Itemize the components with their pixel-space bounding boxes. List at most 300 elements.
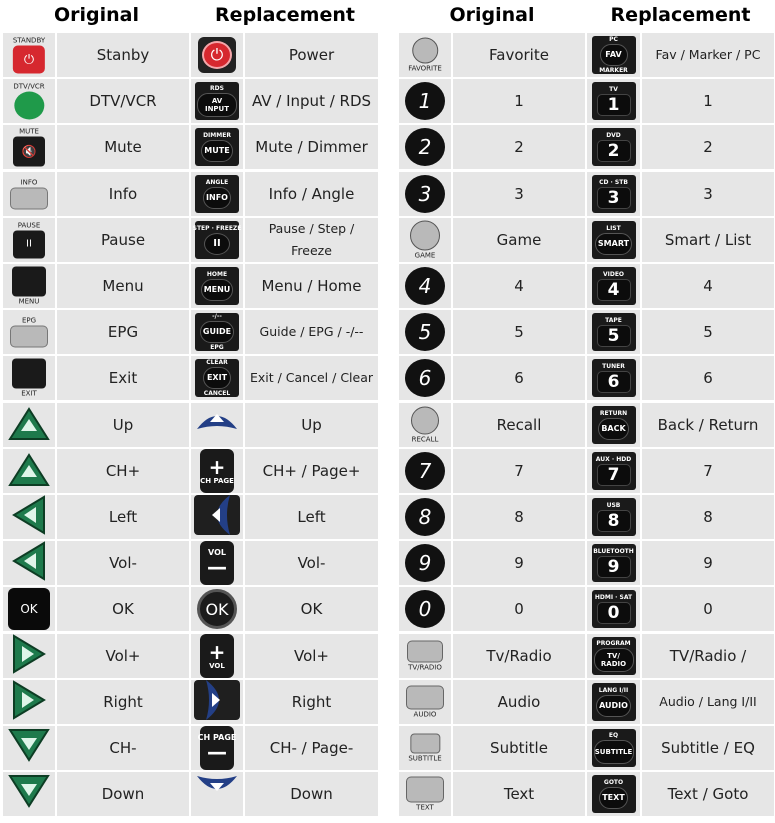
button-top-label: LIST bbox=[606, 224, 621, 232]
digit-2-dvd-button-icon bbox=[592, 128, 636, 166]
ok-face: OK bbox=[197, 589, 237, 629]
audio-button-icon bbox=[406, 685, 444, 718]
button-top-label: DIMMER bbox=[203, 132, 231, 140]
button-caption: GAME bbox=[414, 251, 436, 260]
table-row bbox=[3, 726, 378, 770]
button-bottom-label: VOL bbox=[209, 661, 225, 670]
ok-face: OK bbox=[8, 588, 50, 630]
button-caption: PAUSE bbox=[17, 221, 41, 230]
down-arrow-blue-icon bbox=[194, 772, 240, 816]
repl-icon-cell bbox=[191, 587, 243, 631]
button-top-label: LANG I/II bbox=[598, 686, 629, 694]
repl-text-cell: Menu / Home bbox=[245, 264, 378, 308]
repl-icon-cell bbox=[191, 772, 243, 816]
button-face: MENU bbox=[201, 279, 234, 301]
orig-text-cell: CH+ bbox=[57, 449, 189, 493]
button-face: ⏻ bbox=[13, 46, 45, 74]
repl-icon-cell bbox=[191, 172, 243, 216]
orig-icon-cell bbox=[399, 356, 451, 400]
table-row bbox=[3, 680, 378, 724]
down-arrow-icon bbox=[6, 772, 52, 816]
table-row bbox=[3, 495, 378, 539]
table-row bbox=[399, 726, 774, 770]
orig-icon-cell bbox=[399, 726, 451, 770]
button-face bbox=[410, 734, 440, 754]
repl-icon-cell bbox=[191, 680, 243, 724]
orig-icon-cell bbox=[3, 172, 55, 216]
mute-button-icon bbox=[13, 128, 45, 167]
repl-text-cell: 0 bbox=[642, 587, 774, 631]
digit-4-video-button-icon bbox=[592, 267, 636, 305]
digit-5-tape-button-icon bbox=[592, 313, 636, 351]
repl-text-cell: AV / Input / RDS bbox=[245, 79, 378, 123]
button-face bbox=[14, 92, 44, 120]
repl-icon-cell bbox=[587, 218, 640, 262]
orig-icon-cell bbox=[399, 403, 451, 447]
repl-icon-cell bbox=[587, 33, 640, 77]
orig-icon-cell bbox=[399, 125, 451, 169]
table-row bbox=[399, 541, 774, 585]
button-top-label: HDMI · SAT bbox=[594, 594, 633, 602]
orig-text-cell: 5 bbox=[453, 310, 585, 354]
orig-icon-cell bbox=[399, 218, 451, 262]
repl-icon-cell bbox=[191, 634, 243, 678]
button-face bbox=[10, 326, 48, 348]
orig-text-cell: Right bbox=[57, 680, 189, 724]
info-button-icon bbox=[10, 178, 48, 209]
replacement-button-body bbox=[592, 313, 636, 351]
digit-face: 8 bbox=[405, 498, 445, 536]
orig-text-cell: Subtitle bbox=[453, 726, 585, 770]
button-caption: INFO bbox=[20, 178, 38, 187]
button-caption: AUDIO bbox=[413, 710, 437, 719]
table-row bbox=[3, 79, 378, 123]
repl-icon-cell bbox=[587, 172, 640, 216]
button-top-label: DVD bbox=[606, 132, 621, 140]
button-face: — bbox=[207, 740, 227, 764]
orig-icon-cell bbox=[3, 33, 55, 77]
repl-text-cell: 1 bbox=[642, 79, 774, 123]
ok-button-icon bbox=[8, 588, 50, 630]
repl-icon-cell bbox=[191, 403, 243, 447]
vol-minus-button-icon bbox=[200, 541, 234, 585]
button-face: 3 bbox=[597, 187, 631, 209]
repl-text-cell: Back / Return bbox=[642, 403, 774, 447]
repl-icon-cell bbox=[191, 33, 243, 77]
orig-text-cell: Vol- bbox=[57, 541, 189, 585]
repl-text-cell: Mute / Dimmer bbox=[245, 125, 378, 169]
menu-home-button-icon bbox=[195, 267, 239, 305]
digit-3-cd-stb-button-icon bbox=[592, 175, 636, 213]
table-row bbox=[3, 264, 378, 308]
left-arrow-icon bbox=[6, 495, 52, 539]
button-face: AV INPUT bbox=[197, 93, 237, 117]
replacement-button-body bbox=[592, 498, 636, 536]
button-caption: MUTE bbox=[19, 127, 39, 136]
orig-icon-cell bbox=[3, 264, 55, 308]
orig-text-cell: CH- bbox=[57, 726, 189, 770]
orig-text-cell: Mute bbox=[57, 125, 189, 169]
digit-1-tv-button-icon bbox=[592, 82, 636, 120]
button-top-label: VOL bbox=[208, 548, 226, 558]
repl-icon-cell bbox=[191, 356, 243, 400]
ok-round-button-icon bbox=[197, 589, 237, 629]
repl-text-cell: Audio / Lang I/II bbox=[642, 680, 774, 724]
orig-icon-cell bbox=[399, 172, 451, 216]
orig-text-cell: Up bbox=[57, 403, 189, 447]
button-face: 7 bbox=[597, 464, 631, 486]
vol-plus-button-icon bbox=[200, 634, 234, 678]
button-face bbox=[412, 38, 438, 64]
button-face: 🔇 bbox=[13, 137, 45, 167]
button-caption: RECALL bbox=[411, 435, 439, 444]
digit-8-usb-button-icon bbox=[592, 498, 636, 536]
repl-text-cell: 8 bbox=[642, 495, 774, 539]
digit-8-button-icon bbox=[405, 498, 445, 536]
button-face: GUIDE bbox=[200, 321, 234, 343]
button-face: FAV bbox=[600, 44, 628, 66]
button-top-label: -/-- bbox=[212, 313, 222, 321]
digit-7-aux-hdd-button-icon bbox=[592, 452, 636, 490]
digit-face: 1 bbox=[405, 82, 445, 120]
orig-icon-cell bbox=[399, 587, 451, 631]
up-arrow-icon bbox=[6, 403, 52, 447]
orig-text-cell: Game bbox=[453, 218, 585, 262]
button-face bbox=[407, 640, 443, 662]
ch-minus-button-icon bbox=[197, 726, 237, 770]
replacement-button-body bbox=[592, 683, 636, 721]
epg-button-icon bbox=[10, 317, 48, 348]
orig-icon-cell bbox=[399, 634, 451, 678]
repl-icon-cell bbox=[191, 264, 243, 308]
replacement-button-body bbox=[195, 128, 239, 166]
repl-text-cell: Down bbox=[245, 772, 378, 816]
button-caption: DTV/VCR bbox=[13, 82, 45, 91]
repl-icon-cell bbox=[587, 310, 640, 354]
back-return-button-icon bbox=[592, 406, 636, 444]
repl-icon-cell bbox=[587, 680, 640, 724]
audio-lang-button-icon bbox=[592, 683, 636, 721]
repl-icon-cell bbox=[587, 403, 640, 447]
standby-button-icon bbox=[13, 37, 45, 74]
button-face bbox=[12, 359, 46, 389]
exit-cancel-button-icon bbox=[195, 359, 239, 397]
digit-face: 6 bbox=[405, 359, 445, 397]
button-face: 6 bbox=[597, 371, 631, 393]
button-top-label: RDS bbox=[210, 85, 224, 93]
replacement-button-body bbox=[192, 221, 242, 259]
repl-text-cell: 6 bbox=[642, 356, 774, 400]
info-angle-button-icon bbox=[195, 175, 239, 213]
replacement-button-body bbox=[195, 313, 239, 351]
button-top-label: VIDEO bbox=[602, 271, 625, 278]
button-caption: FAVORITE bbox=[408, 64, 442, 73]
orig-icon-cell bbox=[399, 680, 451, 724]
table-row bbox=[399, 680, 774, 724]
repl-icon-cell bbox=[191, 541, 243, 585]
repl-icon-cell bbox=[587, 125, 640, 169]
orig-text-cell: OK bbox=[57, 587, 189, 631]
button-caption: TV/RADIO bbox=[408, 663, 442, 672]
repl-text-cell: 4 bbox=[642, 264, 774, 308]
dtv-vcr-button-icon bbox=[13, 83, 44, 120]
orig-icon-cell bbox=[3, 495, 55, 539]
repl-icon-cell bbox=[191, 218, 243, 262]
button-face: 5 bbox=[597, 325, 631, 347]
orig-text-cell: 6 bbox=[453, 356, 585, 400]
pause-button-icon bbox=[13, 221, 45, 258]
header-original-left: Original bbox=[53, 4, 139, 26]
replacement-button-body bbox=[592, 406, 636, 444]
button-face: BACK bbox=[598, 418, 628, 440]
orig-text-cell: 8 bbox=[453, 495, 585, 539]
button-face: AUDIO bbox=[596, 695, 631, 717]
replacement-button-body bbox=[592, 267, 636, 305]
replacement-button-body bbox=[592, 775, 636, 813]
repl-text-cell: 3 bbox=[642, 172, 774, 216]
table-row bbox=[399, 587, 774, 631]
table-row bbox=[399, 495, 774, 539]
orig-text-cell: 1 bbox=[453, 79, 585, 123]
button-face: TEXT bbox=[599, 787, 628, 809]
repl-icon-cell bbox=[587, 541, 640, 585]
text-button-icon bbox=[406, 777, 444, 812]
orig-icon-cell bbox=[3, 79, 55, 123]
button-face: SMART bbox=[595, 233, 632, 255]
button-face: TV/ RADIO bbox=[594, 648, 634, 672]
digit-5-button-icon bbox=[405, 313, 445, 351]
right-arrow-icon bbox=[6, 680, 52, 724]
table-row bbox=[3, 356, 378, 400]
repl-icon-cell bbox=[191, 726, 243, 770]
orig-icon-cell bbox=[399, 264, 451, 308]
orig-text-cell: 0 bbox=[453, 587, 585, 631]
button-top-label: PC bbox=[609, 36, 618, 43]
button-face bbox=[10, 187, 48, 209]
table-row bbox=[399, 356, 774, 400]
favorite-button-icon bbox=[408, 38, 442, 73]
header-original-right: Original bbox=[449, 4, 535, 26]
button-top-label: STEP · FREEZE bbox=[192, 224, 242, 232]
button-face: 8 bbox=[597, 510, 631, 532]
button-top-label: AUX · HDD bbox=[595, 455, 632, 463]
table-row bbox=[399, 310, 774, 354]
button-face: II bbox=[204, 233, 230, 255]
orig-icon-cell bbox=[399, 310, 451, 354]
orig-icon-cell bbox=[3, 356, 55, 400]
table-row bbox=[399, 172, 774, 216]
repl-text-cell: Pause / Step / Freeze bbox=[245, 218, 378, 262]
guide-epg-button-icon bbox=[195, 313, 239, 351]
button-face: II bbox=[13, 230, 45, 258]
digit-face: 3 bbox=[405, 175, 445, 213]
button-top-label: EQ bbox=[608, 732, 619, 739]
table-row bbox=[399, 264, 774, 308]
orig-text-cell: 7 bbox=[453, 449, 585, 493]
orig-text-cell: Recall bbox=[453, 403, 585, 447]
table-row bbox=[3, 403, 378, 447]
repl-text-cell: 9 bbox=[642, 541, 774, 585]
orig-icon-cell bbox=[3, 772, 55, 816]
button-top-label: TAPE bbox=[605, 317, 622, 325]
digit-0-hdmi-sat-button-icon bbox=[592, 590, 636, 628]
up-arrow-blue-icon bbox=[194, 403, 240, 447]
orig-text-cell: Favorite bbox=[453, 33, 585, 77]
ch-down-arrow-icon bbox=[6, 726, 52, 770]
orig-icon-cell bbox=[3, 218, 55, 262]
mute-dimmer-button-icon bbox=[195, 128, 239, 166]
digit-face: 2 bbox=[405, 128, 445, 166]
replacement-button-body bbox=[592, 637, 636, 675]
replacement-button-body bbox=[592, 359, 636, 397]
smart-list-button-icon bbox=[592, 221, 636, 259]
header-replacement-left: Replacement bbox=[215, 4, 355, 26]
digit-4-button-icon bbox=[405, 267, 445, 305]
repl-icon-cell bbox=[191, 79, 243, 123]
digit-2-button-icon bbox=[405, 128, 445, 166]
digit-3-button-icon bbox=[405, 175, 445, 213]
button-face bbox=[12, 267, 46, 297]
repl-text-cell: Fav / Marker / PC bbox=[642, 33, 774, 77]
button-face bbox=[406, 685, 444, 709]
orig-icon-cell bbox=[399, 79, 451, 123]
vol-up-arrow-icon bbox=[6, 634, 52, 678]
repl-text-cell: Right bbox=[245, 680, 378, 724]
replacement-button-body bbox=[200, 449, 234, 493]
orig-icon-cell bbox=[3, 587, 55, 631]
replacement-button-body bbox=[195, 267, 239, 305]
button-face: 0 bbox=[597, 602, 631, 624]
pause-step-button-icon bbox=[192, 221, 242, 259]
replacement-button-body bbox=[592, 82, 636, 120]
table-row bbox=[399, 449, 774, 493]
replacement-button-body bbox=[592, 544, 636, 582]
button-top-label: ANGLE bbox=[205, 178, 229, 186]
vol-down-arrow-icon bbox=[6, 541, 52, 585]
orig-text-cell: Audio bbox=[453, 680, 585, 724]
orig-icon-cell bbox=[3, 125, 55, 169]
button-face: 4 bbox=[597, 279, 631, 301]
repl-icon-cell bbox=[587, 449, 640, 493]
fav-marker-button-icon bbox=[592, 36, 636, 74]
menu-button-icon bbox=[12, 267, 46, 306]
repl-icon-cell bbox=[587, 587, 640, 631]
replacement-button-body bbox=[195, 359, 239, 397]
orig-text-cell: Exit bbox=[57, 356, 189, 400]
repl-icon-cell bbox=[587, 79, 640, 123]
table-row bbox=[399, 218, 774, 262]
button-face bbox=[410, 220, 440, 250]
left-arrow-blue-icon bbox=[194, 495, 240, 539]
orig-text-cell: Text bbox=[453, 772, 585, 816]
button-face: + bbox=[208, 454, 226, 479]
digit-6-button-icon bbox=[405, 359, 445, 397]
button-bottom-label: CANCEL bbox=[203, 390, 231, 398]
digit-face: 9 bbox=[405, 544, 445, 582]
replacement-button-body bbox=[592, 36, 636, 74]
digit-0-button-icon bbox=[405, 590, 445, 628]
repl-text-cell: Vol- bbox=[245, 541, 378, 585]
repl-text-cell: Exit / Cancel / Clear bbox=[245, 356, 378, 400]
button-face: — bbox=[207, 555, 227, 580]
repl-icon-cell bbox=[587, 356, 640, 400]
repl-text-cell: CH+ / Page+ bbox=[245, 449, 378, 493]
orig-text-cell: EPG bbox=[57, 310, 189, 354]
replacement-button-body bbox=[197, 726, 237, 770]
repl-text-cell: Power bbox=[245, 33, 378, 77]
orig-text-cell: 3 bbox=[453, 172, 585, 216]
table-row bbox=[399, 634, 774, 678]
replacement-button-body bbox=[200, 634, 234, 678]
table-row bbox=[3, 125, 378, 169]
button-face bbox=[411, 406, 439, 434]
button-top-label: CH PAGE bbox=[197, 733, 237, 742]
orig-text-cell: 2 bbox=[453, 125, 585, 169]
replacement-button-body bbox=[592, 175, 636, 213]
orig-text-cell: 4 bbox=[453, 264, 585, 308]
repl-icon-cell bbox=[587, 772, 640, 816]
digit-1-button-icon bbox=[405, 82, 445, 120]
repl-icon-cell bbox=[587, 634, 640, 678]
repl-text-cell: Left bbox=[245, 495, 378, 539]
replacement-button-body bbox=[200, 541, 234, 585]
orig-icon-cell bbox=[399, 772, 451, 816]
table-row bbox=[3, 310, 378, 354]
orig-text-cell: Pause bbox=[57, 218, 189, 262]
orig-text-cell: Info bbox=[57, 172, 189, 216]
repl-icon-cell bbox=[191, 449, 243, 493]
recall-button-icon bbox=[411, 406, 439, 443]
digit-face: 5 bbox=[405, 313, 445, 351]
orig-icon-cell bbox=[399, 495, 451, 539]
right-arrow-blue-icon bbox=[194, 680, 240, 724]
orig-text-cell: Tv/Radio bbox=[453, 634, 585, 678]
replacement-button-body bbox=[592, 452, 636, 490]
button-top-label: BLUETOOTH bbox=[593, 548, 634, 556]
button-face: INFO bbox=[203, 187, 231, 209]
repl-text-cell: Text / Goto bbox=[642, 772, 774, 816]
digit-6-tuner-button-icon bbox=[592, 359, 636, 397]
table-row bbox=[3, 449, 378, 493]
repl-text-cell: Vol+ bbox=[245, 634, 378, 678]
repl-text-cell: 7 bbox=[642, 449, 774, 493]
repl-icon-cell bbox=[191, 310, 243, 354]
subtitle-eq-button-icon bbox=[592, 729, 636, 767]
repl-text-cell: Subtitle / EQ bbox=[642, 726, 774, 770]
orig-icon-cell bbox=[3, 310, 55, 354]
table-row bbox=[399, 772, 774, 816]
digit-9-bluetooth-button-icon bbox=[592, 544, 636, 582]
button-face: SUBTITLE bbox=[594, 740, 634, 764]
orig-icon-cell bbox=[3, 449, 55, 493]
button-bottom-label: CH PAGE bbox=[200, 476, 234, 485]
table-row bbox=[399, 79, 774, 123]
button-face bbox=[406, 777, 444, 803]
repl-text-cell: CH- / Page- bbox=[245, 726, 378, 770]
table-row bbox=[3, 33, 378, 77]
orig-icon-cell bbox=[399, 541, 451, 585]
button-caption: TEXT bbox=[416, 803, 434, 812]
button-top-label: PROGRAM bbox=[596, 639, 631, 647]
table-row bbox=[3, 218, 378, 262]
orig-icon-cell bbox=[3, 403, 55, 447]
table-row bbox=[399, 125, 774, 169]
table-row bbox=[3, 587, 378, 631]
button-top-label: USB bbox=[606, 502, 621, 509]
table-row bbox=[399, 403, 774, 447]
orig-icon-cell bbox=[399, 33, 451, 77]
orig-text-cell: Vol+ bbox=[57, 634, 189, 678]
